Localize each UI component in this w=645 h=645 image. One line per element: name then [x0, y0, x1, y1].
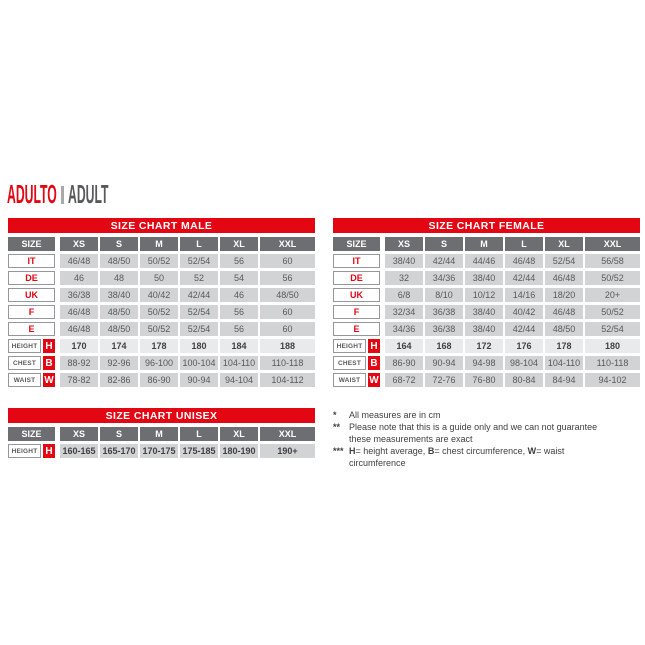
size-cell: 50/52 [140, 254, 178, 268]
size-cell: 46/48 [60, 322, 98, 336]
measure-row [333, 373, 640, 387]
footnote-marker: *** [333, 446, 344, 456]
measure-cell: 178 [140, 339, 178, 353]
column-header-m: M [140, 237, 178, 251]
column-header-row [8, 427, 315, 441]
size-system-label: UK [8, 288, 55, 302]
measure-cell: 160-165 [60, 444, 98, 458]
size-cell: 46/48 [60, 305, 98, 319]
column-header-m: M [140, 427, 178, 441]
measure-cell: 165-170 [100, 444, 138, 458]
size-cell: 46/48 [60, 254, 98, 268]
size-cell: 34/36 [385, 322, 423, 336]
measure-cell: 168 [425, 339, 463, 353]
size-cell: 38/40 [385, 254, 423, 268]
measure-cell: 90-94 [425, 356, 463, 370]
size-cell: 42/44 [505, 322, 543, 336]
size-system-label: E [333, 322, 380, 336]
measure-cell: 94-104 [220, 373, 258, 387]
size-cell: 34/36 [425, 271, 463, 285]
measure-row [333, 339, 640, 353]
measure-cell: 88-92 [60, 356, 98, 370]
measure-letter-badge: H [368, 339, 380, 353]
measure-cell: 84-94 [545, 373, 583, 387]
column-header-xs: XS [385, 237, 423, 251]
page-title-secondary: ADULT [68, 179, 109, 209]
size-cell: 38/40 [465, 305, 503, 319]
measure-row [8, 373, 315, 387]
measure-label: CHEST [8, 356, 41, 370]
footnote-key-letter: H [349, 446, 356, 456]
measure-cell: 76-80 [465, 373, 503, 387]
footnote-marker: ** [333, 422, 341, 432]
size-cell: 36/38 [60, 288, 98, 302]
measure-label: HEIGHT [8, 339, 41, 353]
size-cell: 60 [260, 322, 315, 336]
size-cell: 44/46 [465, 254, 503, 268]
size-system-label: IT [333, 254, 380, 268]
measure-cell: 175-185 [180, 444, 218, 458]
measure-label: WAIST [333, 373, 366, 387]
measure-row [8, 356, 315, 370]
size-cell: 46 [60, 271, 98, 285]
footnote-text [349, 409, 441, 421]
measure-cell: 86-90 [385, 356, 423, 370]
size-cell: 54 [220, 271, 258, 285]
size-cell: 50/52 [585, 305, 640, 319]
size-system-label: IT [8, 254, 55, 268]
measure-cell: 180-190 [220, 444, 258, 458]
measure-cell: 104-110 [220, 356, 258, 370]
measure-label-group [8, 373, 55, 387]
column-header-s: S [100, 427, 138, 441]
measure-cell: 110-118 [260, 356, 315, 370]
size-cell: 52/54 [180, 322, 218, 336]
column-header-xxl: XXL [260, 237, 315, 251]
measure-letter-badge: W [369, 374, 379, 386]
size-cell: 48/50 [100, 305, 138, 319]
size-cell: 8/10 [425, 288, 463, 302]
measure-cell: 176 [505, 339, 543, 353]
size-row [8, 288, 315, 302]
size-cell: 48/50 [545, 322, 583, 336]
size-cell: 48 [100, 271, 138, 285]
footnotes [333, 409, 641, 469]
measure-label: WAIST [8, 373, 41, 387]
footnote [333, 421, 641, 445]
size-cell: 46/48 [545, 305, 583, 319]
size-cell: 48/50 [100, 322, 138, 336]
measure-cell: 178 [545, 339, 583, 353]
measure-cell: 170 [60, 339, 98, 353]
measure-cell: 100-104 [180, 356, 218, 370]
size-cell: 48/50 [260, 288, 315, 302]
size-cell: 56 [220, 305, 258, 319]
size-cell: 10/12 [465, 288, 503, 302]
column-header-row [333, 237, 640, 251]
size-cell: 60 [260, 305, 315, 319]
column-header-xs: XS [60, 237, 98, 251]
size-system-label: UK [333, 288, 380, 302]
measure-cell: 94-98 [465, 356, 503, 370]
page-title-primary: ADULTO [7, 179, 57, 209]
measure-cell: 174 [100, 339, 138, 353]
column-header-size: SIZE [8, 237, 55, 251]
column-header-xxl: XXL [260, 427, 315, 441]
measure-cell: 164 [385, 339, 423, 353]
size-cell: 56 [220, 322, 258, 336]
size-row [8, 322, 315, 336]
column-header-xxl: XXL [585, 237, 640, 251]
measure-cell: 98-104 [505, 356, 543, 370]
measure-cell: 184 [220, 339, 258, 353]
footnote-key-letter: B [427, 446, 435, 456]
size-system-label: E [8, 322, 55, 336]
footnote-segment: All measures are in cm [349, 410, 441, 420]
measure-letter-badge: B [368, 356, 380, 370]
column-header-s: S [100, 237, 138, 251]
measure-cell: 90-94 [180, 373, 218, 387]
table-title-band: SIZE CHART UNISEX [8, 408, 315, 423]
measure-label-group [8, 444, 55, 458]
size-cell: 38/40 [465, 322, 503, 336]
size-cell: 38/40 [100, 288, 138, 302]
column-header-xl: XL [220, 237, 258, 251]
size-chart-unisex-table [8, 408, 315, 461]
measure-row [8, 339, 315, 353]
footnote-marker: * [333, 410, 337, 420]
footnote-text [349, 445, 621, 469]
size-row [8, 271, 315, 285]
footnote-segment: = chest circumference, [434, 446, 528, 456]
size-system-label: F [333, 305, 380, 319]
size-cell: 52/54 [180, 254, 218, 268]
size-chart-female-table [333, 218, 640, 390]
measure-letter-badge: H [43, 444, 55, 458]
measure-cell: 104-110 [545, 356, 583, 370]
measure-cell: 80-84 [505, 373, 543, 387]
measure-cell: 188 [260, 339, 315, 353]
size-chart-male-table [8, 218, 315, 390]
size-cell: 56/58 [585, 254, 640, 268]
measure-label-group [333, 356, 380, 370]
size-cell: 32/34 [385, 305, 423, 319]
size-cell: 50/52 [140, 322, 178, 336]
measure-letter-badge: W [44, 374, 54, 386]
size-cell: 50/52 [140, 305, 178, 319]
footnote [333, 445, 641, 469]
column-header-xl: XL [220, 427, 258, 441]
table-title-band: SIZE CHART MALE [8, 218, 315, 233]
measure-cell: 92-96 [100, 356, 138, 370]
size-cell: 18/20 [545, 288, 583, 302]
column-header-xs: XS [60, 427, 98, 441]
column-header-l: L [180, 427, 218, 441]
size-cell: 56 [260, 271, 315, 285]
measure-cell: 96-100 [140, 356, 178, 370]
measure-cell: 78-82 [60, 373, 98, 387]
column-header-row [8, 237, 315, 251]
measure-cell: 86-90 [140, 373, 178, 387]
size-row [8, 305, 315, 319]
size-row [333, 322, 640, 336]
size-row [8, 254, 315, 268]
size-cell: 32 [385, 271, 423, 285]
measure-cell: 170-175 [140, 444, 178, 458]
column-header-xl: XL [545, 237, 583, 251]
size-cell: 36/38 [425, 305, 463, 319]
measure-cell: 180 [180, 339, 218, 353]
size-cell: 40/42 [505, 305, 543, 319]
size-cell: 36/38 [425, 322, 463, 336]
measure-label: HEIGHT [333, 339, 366, 353]
footnote-segment: = height average, [355, 446, 428, 456]
size-cell: 52/54 [180, 305, 218, 319]
size-cell: 50 [140, 271, 178, 285]
measure-label-group [333, 339, 380, 353]
size-cell: 46/48 [545, 271, 583, 285]
size-row [333, 305, 640, 319]
footnote-segment: = waist circumference [349, 446, 565, 468]
measure-letter-badge: H [43, 339, 55, 353]
footnote-key-letter: W [527, 446, 537, 456]
size-cell: 48/50 [100, 254, 138, 268]
size-cell: 40/42 [140, 288, 178, 302]
size-system-label: DE [333, 271, 380, 285]
size-cell: 56 [220, 254, 258, 268]
measure-cell: 68-72 [385, 373, 423, 387]
measure-cell: 110-118 [585, 356, 640, 370]
measure-label: CHEST [333, 356, 366, 370]
measure-cell: 72-76 [425, 373, 463, 387]
size-system-label: DE [8, 271, 55, 285]
column-header-l: L [505, 237, 543, 251]
measure-cell: 104-112 [260, 373, 315, 387]
size-row [333, 271, 640, 285]
size-cell: 42/44 [180, 288, 218, 302]
column-header-m: M [465, 237, 503, 251]
footnote [333, 409, 641, 421]
measure-row [8, 444, 315, 458]
size-row [333, 288, 640, 302]
column-header-l: L [180, 237, 218, 251]
size-cell: 52/54 [585, 322, 640, 336]
size-cell: 6/8 [385, 288, 423, 302]
measure-row [333, 356, 640, 370]
measure-label-group [8, 339, 55, 353]
size-cell: 46/48 [505, 254, 543, 268]
size-cell: 52/54 [545, 254, 583, 268]
footnote-text [349, 421, 621, 445]
footnote-segment: Please note that this is a guide only and we can not guarantee these measurements are exact [349, 422, 598, 444]
measure-label-group [333, 373, 380, 387]
size-system-label: F [8, 305, 55, 319]
measure-cell: 94-102 [585, 373, 640, 387]
measure-label-group [8, 356, 55, 370]
title-separator-bar [61, 186, 64, 204]
measure-label: HEIGHT [8, 444, 41, 458]
measure-cell: 82-86 [100, 373, 138, 387]
measure-letter-badge: B [43, 356, 55, 370]
size-cell: 60 [260, 254, 315, 268]
measure-cell: 180 [585, 339, 640, 353]
size-cell: 38/40 [465, 271, 503, 285]
measure-cell: 190+ [260, 444, 315, 458]
column-header-size: SIZE [8, 427, 55, 441]
size-cell: 52 [180, 271, 218, 285]
size-row [333, 254, 640, 268]
column-header-s: S [425, 237, 463, 251]
column-header-size: SIZE [333, 237, 380, 251]
size-cell: 20+ [585, 288, 640, 302]
size-cell: 50/52 [585, 271, 640, 285]
table-title-band: SIZE CHART FEMALE [333, 218, 640, 233]
measure-cell: 172 [465, 339, 503, 353]
size-cell: 46 [220, 288, 258, 302]
size-cell: 42/44 [505, 271, 543, 285]
size-cell: 42/44 [425, 254, 463, 268]
size-cell: 14/16 [505, 288, 543, 302]
